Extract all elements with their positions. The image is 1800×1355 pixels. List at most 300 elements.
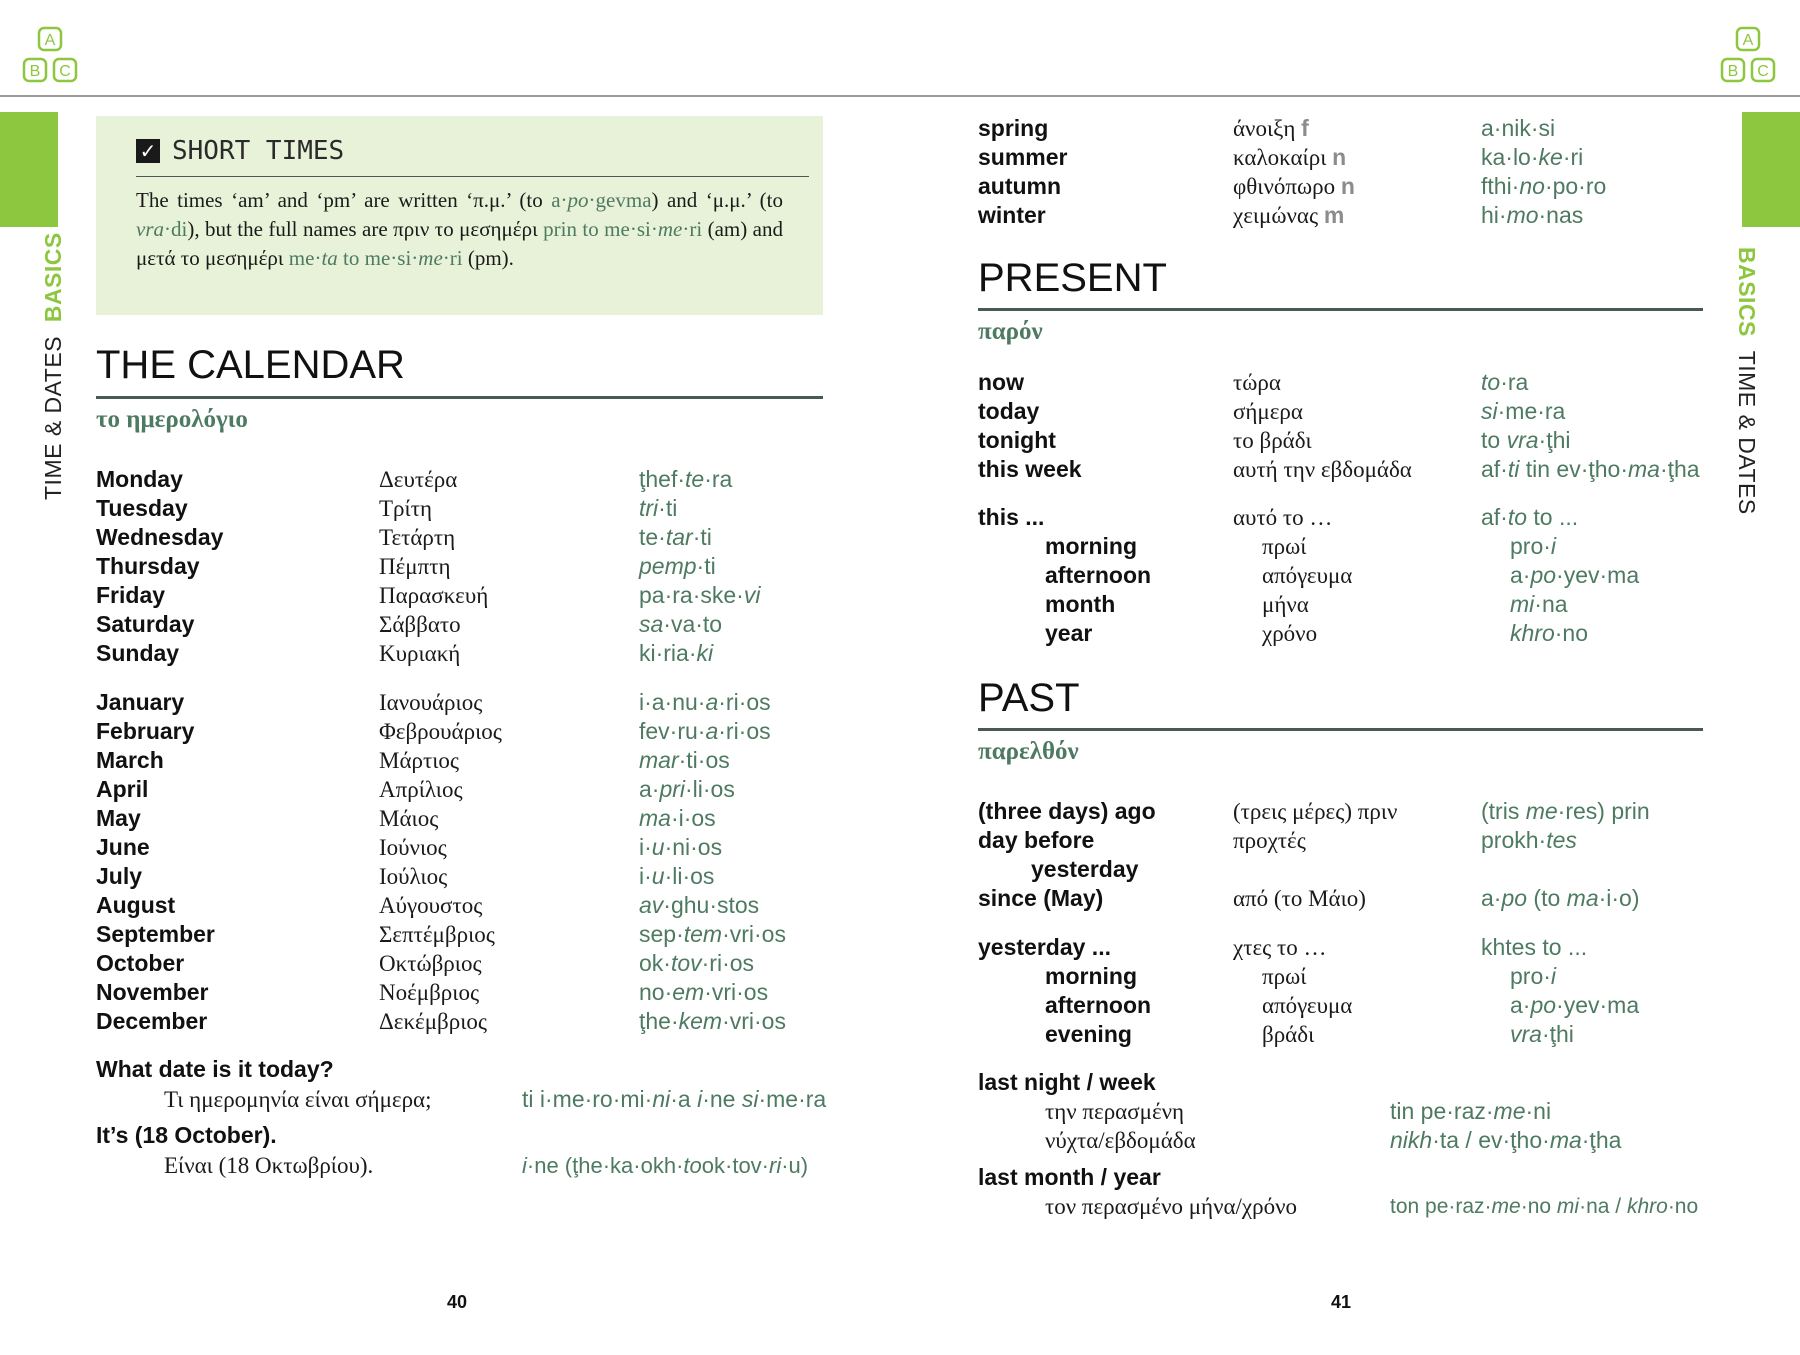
greek-term: αυτή την εβδομάδα [1233,457,1412,482]
syllable: ·ti·os [678,747,730,773]
english-term: June [96,834,150,860]
syllable: ·ghu·stos [663,892,760,918]
svg-text:B: B [1727,63,1739,80]
syllable: ·nas [1538,202,1584,228]
syllable: prokh· [1481,827,1547,853]
greek-term: Δεκέμβριος [379,1009,488,1034]
syllable: ·ra [1500,369,1529,395]
greek-term: από (το Μάιο) [1233,886,1366,911]
syllable: a· [1481,885,1502,911]
svg-text:C: C [59,63,71,80]
english-term: afternoon [1045,992,1152,1018]
stressed-syllable: tri [639,495,659,521]
syllable: hi· [1481,202,1507,228]
english-term: last night / week [978,1069,1156,1095]
syllable: a· [1510,562,1531,588]
abc-blocks-icon [1718,26,1780,86]
section-tab-right [1742,112,1800,227]
syllable: ok·tov· [701,1153,770,1178]
syllable: ·me·ra [1497,398,1566,424]
stressed-syllable: mo [1506,202,1539,228]
english-term: August [96,892,176,918]
greek-term: σήμερα [1233,399,1303,424]
present-rule [978,308,1703,311]
greek-term: πρωί [1262,534,1307,559]
syllable: sep· [639,921,684,947]
syllable: ·i·os [670,805,716,831]
stressed-syllable: mi [1556,1195,1580,1218]
syllable: af· [1481,456,1508,482]
syllable: ·li·os [664,863,715,889]
syllable: af· [1481,504,1508,530]
pronunciation [522,1085,826,1114]
side-label-right: BASICS TIME & DATES [1734,247,1760,515]
syllable: khtes to ... [1481,934,1588,960]
english-term: September [96,921,215,947]
greek-term: Νοέμβριος [379,980,480,1005]
syllable: ·vri·os [722,1008,786,1034]
syllable: no· [639,979,673,1005]
syllable: ·va·to [663,611,723,637]
stressed-syllable: a [705,689,719,715]
english-term: winter [978,202,1046,228]
pronunciation [1390,1126,1621,1155]
syllable: ·ţha [1581,1127,1622,1153]
english-term: Wednesday [96,524,224,550]
pronunciation-stress: po [567,188,589,212]
stressed-syllable: mi [1510,591,1535,617]
english-term: Tuesday [96,495,188,521]
text-segment: ), but the full names are πριν το μεσημέρι [187,217,544,241]
syllable: ·u) [781,1153,809,1178]
stressed-syllable: i [1550,533,1557,559]
greek-term: απόγευμα [1262,563,1353,588]
stressed-syllable: khro [1510,620,1555,646]
greek-term: Ιούνιος [379,835,447,860]
stressed-syllable: vra [1510,1021,1542,1047]
greek-term: Απρίλιος [379,777,463,802]
english-term: morning [1045,533,1137,559]
pronunciation [1481,455,1700,484]
english-term: now [978,369,1024,395]
english-term: Friday [96,582,166,608]
syllable: ·a [670,1086,698,1112]
page-number-right: 41 [1331,1292,1352,1312]
pronunciation [639,717,771,746]
stressed-syllable: em [672,979,705,1005]
short-times-title: ✓ SHORT TIMES [136,136,344,166]
syllable: ·po·ro [1544,173,1607,199]
gender-marker: n [1340,173,1355,199]
pronunciation [1481,426,1570,455]
syllable: ka·lo· [1481,144,1539,170]
syllable: ·ri·os [718,689,771,715]
english-term: evening [1045,1021,1132,1047]
english-term: January [96,689,185,715]
greek-term: Τρίτη [379,496,432,521]
syllable: ·ţhi [1538,427,1571,453]
english-term: yesterday ... [978,934,1111,960]
syllable: ·ta / ev·ţho· [1432,1127,1550,1153]
syllable: ·na [1534,591,1568,617]
greek-term: Παρασκευή [379,583,489,608]
text-segment: (pm). [462,246,514,270]
svg-text:B: B [29,63,41,80]
syllable: a· [1510,992,1531,1018]
english-term: Monday [96,466,183,492]
greek-word: καλοκαίρι [1233,145,1333,170]
stressed-syllable: ni [652,1086,671,1112]
greek-term: την περασμένη [1045,1099,1185,1124]
stressed-syllable: tes [1546,827,1577,853]
syllable: pa·ra·ske· [639,582,744,608]
syllable: ok· [639,950,671,976]
svg-text:A: A [44,32,56,49]
pronunciation [639,804,716,833]
pronunciation [1510,561,1639,590]
stressed-syllable: i [522,1153,527,1178]
syllable: ·ti [692,524,712,550]
greek-word: φθινόπωρο [1233,174,1341,199]
pronunciation-stress: vra [136,217,164,241]
english-term: tonight [978,427,1056,453]
greek-term: (τρεις μέρες) πριν [1233,799,1398,824]
english-term: (three days) ago [978,798,1156,824]
greek-term: Πέμπτη [379,554,451,579]
pronunciation [1481,114,1555,143]
stressed-syllable: ma [1628,456,1660,482]
syllable: ·ne (ţhe·ka·okh· [526,1153,684,1178]
english-term: since (May) [978,885,1104,911]
stressed-syllable: ti [1507,456,1520,482]
syllable: i·a·nu· [639,689,706,715]
stressed-syllable: khro [1626,1195,1668,1218]
stressed-syllable: me [1525,798,1558,824]
pronunciation: ·gevma [588,188,652,212]
greek-term: Αύγουστος [379,893,483,918]
syllable: a·nik·si [1481,115,1556,141]
stressed-syllable: sa [639,611,664,637]
syllable: i· [639,863,652,889]
pronunciation [1510,991,1639,1020]
greek-phrase: Τι ημερομηνία είναι σήμερα; [164,1087,432,1112]
stressed-syllable: ma [639,805,671,831]
greek-phrase: Είναι (18 Οκτωβρίου). [164,1153,374,1178]
pronunciation [522,1151,808,1180]
syllable: ·ni·os [664,834,723,860]
syllable: ton pe·raz· [1390,1195,1492,1218]
syllable: ·vri·os [722,921,786,947]
syllable: ·no [1667,1195,1699,1218]
greek-term: Μάρτιος [379,748,460,773]
stressed-syllable: ma [1566,885,1599,911]
text-segment: ) and ‘μ.μ.’ (to [651,188,784,212]
pronunciation-stress: ta [321,246,338,270]
svg-text:A: A [1742,32,1754,49]
syllable: tin ev·ţho· [1519,456,1628,482]
syllable: ·ti [696,553,716,579]
pronunciation [639,494,677,523]
stressed-syllable: po [1501,885,1528,911]
english-term: May [96,805,141,831]
english-term: Saturday [96,611,195,637]
short-times-rule [136,176,809,177]
greek-term: Φεβρουάριος [379,719,502,744]
greek-term [1233,172,1355,201]
stressed-syllable: ke [1538,144,1563,170]
greek-term: μήνα [1262,592,1309,617]
calendar-title: THE CALENDAR [96,343,405,387]
pronunciation [1481,503,1578,532]
stressed-syllable: to [1507,504,1528,530]
stressed-syllable: si [1481,398,1498,424]
greek-term: χρόνο [1262,621,1318,646]
greek-term: νύχτα/εβδομάδα [1045,1128,1196,1153]
past-rule [978,728,1703,731]
header-rule [0,95,1800,97]
english-term: December [96,1008,208,1034]
english-term: month [1045,591,1116,617]
syllable: ·ti [658,495,678,521]
syllable: to [1481,427,1507,453]
stressed-syllable: ki [696,640,714,666]
pronunciation: prin to me·si· [543,217,658,241]
greek-term: Ιούλιος [379,864,448,889]
english-term: Thursday [96,553,200,579]
english-term: July [96,863,143,889]
syllable: ·ţha [1659,456,1700,482]
stressed-syllable: po [1530,992,1557,1018]
syllable: ·no [1554,620,1588,646]
stressed-syllable: me [1493,1098,1526,1124]
stressed-syllable: a [705,718,719,744]
stressed-syllable: to [683,1153,702,1178]
checkbox-icon: ✓ [136,139,160,163]
english-phrase: What date is it today? [96,1056,334,1082]
syllable: ·ri·os [701,950,755,976]
english-term: last month / year [978,1164,1161,1190]
syllable: a· [639,776,660,802]
pronunciation [1510,590,1568,619]
stressed-syllable: mar [639,747,679,773]
page-number-left: 40 [447,1292,468,1312]
stressed-syllable: ma [1549,1127,1582,1153]
syllable: ·i·o) [1598,885,1640,911]
greek-term: πρωί [1262,964,1307,989]
greek-term [1233,114,1309,143]
syllable: (tris [1481,798,1526,824]
syllable: ·ni [1525,1098,1552,1124]
syllable: te· [639,524,666,550]
english-term: afternoon [1045,562,1152,588]
calendar-rule [96,396,823,399]
stressed-syllable: tov [670,950,702,976]
pronunciation [1390,1097,1551,1126]
greek-term [1233,201,1344,230]
english-term: February [96,718,195,744]
greek-term: Δευτέρα [379,467,458,492]
english-term: this ... [978,504,1045,530]
abc-blocks-icon [20,26,82,86]
pronunciation [639,775,735,804]
english-term: Sunday [96,640,180,666]
stressed-syllable: av [639,892,664,918]
greek-term: τώρα [1233,370,1281,395]
syllable: ·res) prin [1557,798,1650,824]
pronunciation: me· [288,246,322,270]
pronunciation [1510,1020,1574,1049]
greek-term: Σεπτέμβριος [379,922,495,947]
syllable: (to [1527,885,1567,911]
stressed-syllable: i [697,1086,703,1112]
pronunciation: a· [551,188,568,212]
pronunciation [1510,962,1556,991]
stressed-syllable: no [1519,173,1545,199]
english-term: autumn [978,173,1062,199]
svg-text:C: C [1757,63,1769,80]
pronunciation [1481,368,1528,397]
stressed-syllable: te [685,466,705,492]
greek-term: απόγευμα [1262,993,1353,1018]
english-term: October [96,950,185,976]
english-term: spring [978,115,1049,141]
pronunciation [1481,397,1565,426]
pronunciation-stress: me [657,217,683,241]
syllable: fev·ru· [639,718,706,744]
syllable: ·li·os [685,776,735,802]
pronunciation [1481,143,1583,172]
english-term: yesterday [1031,856,1139,882]
syllable: pro· [1510,533,1551,559]
stressed-syllable: ri [769,1153,782,1178]
pronunciation [639,639,713,668]
syllable: to ... [1527,504,1579,530]
pronunciation-stress: me [418,246,443,270]
pronunciation [639,862,714,891]
pronunciation [1481,884,1640,913]
stressed-syllable: u [651,834,665,860]
pronunciation: ·ri [682,217,703,241]
stressed-syllable: pemp [639,553,697,579]
stressed-syllable: i [1550,963,1557,989]
greek-term: Μάιος [379,806,439,831]
pronunciation [1510,532,1556,561]
pronunciation [1481,826,1577,855]
pronunciation [1481,933,1587,962]
greek-term: προχτές [1233,828,1306,853]
stressed-syllable: pri [659,776,686,802]
pronunciation [1481,797,1650,826]
short-times-box [96,116,823,315]
greek-term: Τετάρτη [379,525,456,550]
stressed-syllable: vi [743,582,761,608]
pronunciation [1510,619,1588,648]
greek-term: Οκτώβριος [379,951,482,976]
pronunciation [639,833,722,862]
syllable: ti i·me·ro·mi· [522,1086,653,1112]
greek-term: το βράδι [1233,428,1312,453]
syllable: pro· [1510,963,1551,989]
stressed-syllable: me [1491,1195,1521,1218]
pronunciation: to me·si· [337,246,419,270]
syllable: ţhef· [639,466,686,492]
english-term: summer [978,144,1068,170]
stressed-syllable: nikh [1390,1127,1433,1153]
present-subtitle: παρόν [978,318,1043,345]
english-term: morning [1045,963,1137,989]
greek-word: χειμώνας [1233,203,1324,228]
english-term: today [978,398,1040,424]
syllable: ·no [1520,1195,1557,1218]
syllable: ·yev·ma [1556,992,1640,1018]
pronunciation [1390,1192,1698,1221]
text-segment: (am) and μετά το μεσημέρι [136,217,783,270]
text-segment: The times ‘am’ and ‘pm’ are written ‘π.μ.’ (to [136,188,552,212]
syllable: ·vri·os [704,979,769,1005]
past-subtitle: παρελθόν [978,738,1079,765]
pronunciation [639,610,722,639]
syllable: ·ne [702,1086,742,1112]
syllable: tin pe·raz· [1390,1098,1494,1124]
pronunciation [639,891,759,920]
english-phrase: It’s (18 October). [96,1122,277,1148]
greek-term: Κυριακή [379,641,461,666]
past-title: PAST [978,676,1080,720]
section-tab-left [0,112,58,227]
pronunciation [1481,201,1583,230]
stressed-syllable: vra [1506,427,1539,453]
pronunciation [639,465,732,494]
pronunciation [639,746,730,775]
english-term: March [96,747,164,773]
present-title: PRESENT [978,256,1167,300]
pronunciation [639,1007,786,1036]
pronunciation [639,949,754,978]
short-times-text [136,186,783,273]
pronunciation: ·ri [442,246,463,270]
syllable: ţhe· [639,1008,679,1034]
syllable: ·ţhi [1541,1021,1574,1047]
greek-term: Σάββατο [379,612,461,637]
stressed-syllable: kem [678,1008,723,1034]
greek-term [1233,143,1346,172]
stressed-syllable: po [1530,562,1557,588]
pronunciation: ·di [164,217,188,241]
greek-word: άνοιξη [1233,116,1302,141]
syllable: ·ri [1562,144,1584,170]
gender-marker: f [1301,115,1309,141]
stressed-syllable: u [651,863,665,889]
syllable: ·ra [704,466,733,492]
gender-marker: n [1332,144,1347,170]
pronunciation [639,688,771,717]
syllable: fthi· [1481,173,1520,199]
greek-term: τον περασμένο μήνα/χρόνο [1045,1194,1298,1219]
syllable: ·na / [1579,1195,1627,1218]
pronunciation [639,920,786,949]
syllable: ·me·ra [758,1086,827,1112]
pronunciation [639,552,716,581]
greek-term: αυτό το … [1233,505,1333,530]
syllable: ·ri·os [718,718,771,744]
syllable: ·yev·ma [1556,562,1640,588]
greek-term: βράδι [1262,1022,1315,1047]
greek-term: χτες το … [1233,935,1327,960]
greek-term: Ιανουάριος [379,690,483,715]
english-term: this week [978,456,1082,482]
english-term: November [96,979,209,1005]
side-label-left: TIME & DATES BASICS [40,232,66,500]
